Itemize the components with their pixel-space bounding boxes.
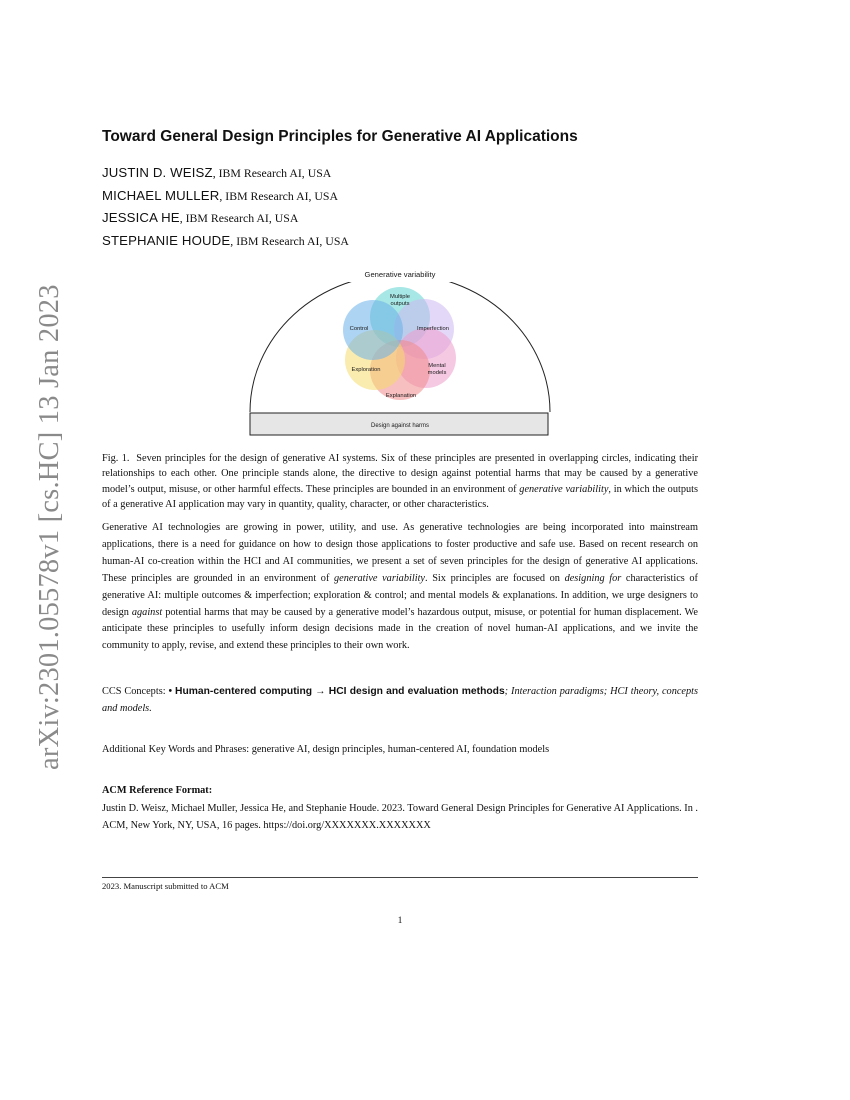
abstract-text: potential harms that may be caused by a generative model’s hazardous output, misuse, or potential for human displacement. We anticipate these principles to usefully inform design decisions made in the creation of novel human-AI applications, and we invite the community to apply, revise, and extend these principles to their own work.	[102, 606, 698, 652]
caption-emphasis: generative variability	[519, 483, 609, 495]
acm-reference-heading: ACM Reference Format:	[102, 785, 213, 796]
design-principles-figure	[240, 262, 560, 442]
author-name: MICHAEL MULLER	[102, 188, 220, 203]
figure-caption	[102, 451, 698, 513]
author-name: JUSTIN D. WEISZ	[102, 165, 213, 180]
principle-label-explanation: Explanation	[385, 393, 417, 399]
footnote: 2023. Manuscript submitted to ACM	[102, 881, 229, 891]
acm-reference-text: Justin D. Weisz, Michael Muller, Jessica He, and Stephanie Houde. 2023. Toward General Design Principles for Generative AI Applications. In . ACM, New York, NY, USA, 16 pages. https://doi.org/XXXXXXX.XXXXXXX	[102, 803, 698, 831]
ccs-concepts	[102, 684, 698, 718]
page-number: 1	[397, 915, 403, 926]
abstract-emphasis: against	[131, 606, 163, 618]
ccs-secondary-concepts: ; Interaction paradigms; HCI theory, concepts and models.	[102, 686, 698, 714]
caption-text: , in which the outputs of a generative AI application may vary in quantity, quality, character, or other characteristics.	[102, 483, 698, 511]
author-affiliation: , IBM Research AI, USA	[219, 189, 339, 203]
footnote-divider	[102, 877, 698, 878]
principle-label-imperfection: Imperfection	[417, 326, 449, 332]
ccs-primary-concept: Human-centered computing → HCI design and evaluation methods	[175, 686, 505, 697]
principle-label-control: Control	[349, 326, 369, 332]
author-name: JESSICA HE	[102, 210, 180, 225]
principle-label-outputs: outputs	[390, 301, 410, 307]
design-against-harms-label: Design against harms	[370, 423, 430, 429]
ccs-label: CCS Concepts:	[102, 686, 169, 697]
author-line	[102, 209, 298, 227]
keywords: Additional Key Words and Phrases: generative AI, design principles, human-centered AI, foundation models	[102, 744, 550, 755]
author-line	[102, 164, 331, 182]
principle-label-mental: Mental	[428, 363, 446, 369]
abstract-text: . Six principles are focused on	[425, 572, 565, 584]
generative-variability-label: Generative variability	[364, 270, 436, 279]
abstract-emphasis: designing for	[564, 572, 622, 584]
abstract-text: characteristics of generative AI: multiple outcomes & imperfection; exploration & control; and mental models & explanations. In addition, we urge designers to design	[102, 572, 698, 618]
author-line	[102, 187, 338, 205]
caption-label: Fig. 1.	[102, 453, 130, 464]
abstract-emphasis: generative variability	[334, 572, 425, 584]
caption-text: Seven principles for the design of generative AI systems. Six of these principles are presented in overlapping circles, indicating their relationships to each other. One principle stands alone, the directive to design against potential harms that may be caused by a generative model’s output, misuse, or other harmful effects. These principles are bounded in an environment of	[102, 453, 698, 495]
author-affiliation: , IBM Research AI, USA	[212, 166, 332, 180]
author-line	[102, 232, 349, 250]
principle-label-multiple: Multiple	[390, 294, 410, 300]
abstract	[102, 520, 698, 655]
paper-title: Toward General Design Principles for Generative AI Applications	[102, 128, 578, 145]
arxiv-identifier-stamp: arXiv:2301.05578v1 [cs.HC] 13 Jan 2023	[34, 284, 65, 770]
principle-label-exploration: Exploration	[351, 367, 381, 373]
author-name: STEPHANIE HOUDE	[102, 233, 231, 248]
ccs-bullet: •	[168, 686, 176, 697]
abstract-text: Generative AI technologies are growing in power, utility, and use. As generative technologies are being incorporated into mainstream applications, there is a need for guidance on how to design those applications to foster productive and safe use. Based on recent research on human-AI co-creation within the HCI and AI communities, we present a set of seven principles for the design of generative AI applications. These principles are grounded in an environment of	[102, 522, 698, 584]
author-affiliation: , IBM Research AI, USA	[230, 234, 349, 248]
author-affiliation: , IBM Research AI, USA	[179, 211, 299, 225]
principle-label-models: models	[427, 370, 447, 376]
